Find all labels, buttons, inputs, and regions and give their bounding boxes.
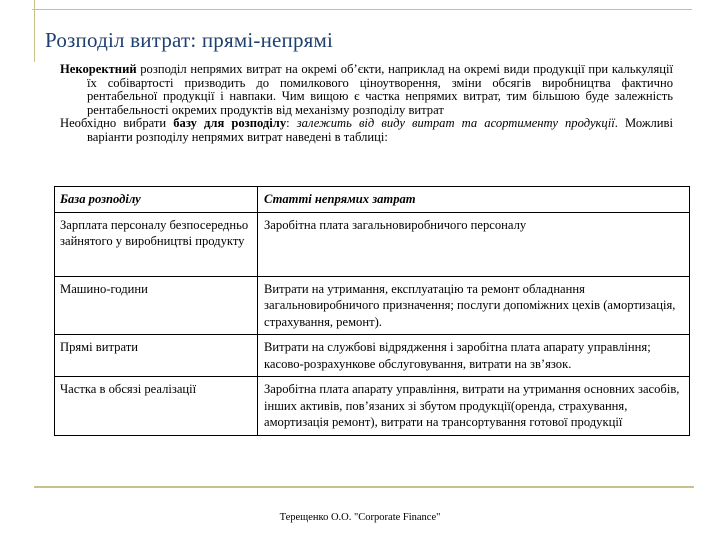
intro-paragraph-2-lead: Необхідно вибрати [60,116,174,131]
intro-colon: : [286,116,297,131]
intro-paragraph-1-text: розподіл непрямих витрат на окремі об’єкти, наприклад на окремі види продукції при калькуляції їх собівартості призводить до помилкового ціноутворення, зміни обсягів виробництва фактично рентабельної продукції і навпаки. Чим вищою є частка непрямих витрат, тим більшою буде залежність рентабельності окремих продуктів від механізму розподілу витрат [87,62,673,117]
table-cell-base: Машино-години [55,276,258,335]
table-row [55,276,690,335]
frame-left-line [34,0,35,62]
intro-paragraph-2-tail: . Можливі варіанти розподілу непрямих витрат наведені в таблиці: [87,116,673,144]
allocation-table [54,186,690,436]
header-base: База розподілу [55,187,258,213]
table-header-row [55,187,690,213]
intro-bold-term: Некоректний [60,62,137,76]
intro-paragraph-1 [60,63,673,117]
frame-top-line [32,9,692,10]
table-row [55,335,690,377]
frame-bottom-line [34,486,694,488]
table-cell-costs: Заробітна плата апарату управління, витрати на утримання основних засобів, інших активів, пов’язаних зі збутом продукції(оренда, страхування, амортизація ремонт), витрати на трансортування готової продукції [258,377,690,436]
footer-author: Терещенко О.О. "Corporate Finance" [279,512,441,523]
table-cell-base: Зарплата персоналу безпосередньо зайнятого у виробництві продукту [55,212,258,276]
table-row [55,212,690,276]
table-row [55,377,690,436]
intro-text [60,63,673,145]
table-cell-costs: Заробітна плата загальновиробничого персоналу [258,212,690,276]
slide-title: Розподіл витрат: прямі-непрямі [45,28,334,52]
table-cell-costs: Витрати на службові відрядження і заробітна плата апарату управління; касово-розрахункове обслуговування, витрати на зв’язок. [258,335,690,377]
table-cell-base: Прямі витрати [55,335,258,377]
intro-italic-note: залежить від виду витрат та асортименту продукції [296,116,615,131]
intro-paragraph-2 [60,117,673,144]
table-cell-costs: Витрати на утримання, експлуатацію та ремонт обладнання загальновиробничого призначення; послуги допоміжних цехів (амортизація, страхування, ремонт). [258,276,690,335]
intro-bold-base: базу для розподілу [173,116,287,131]
table-cell-base: Частка в обсязі реалізації [55,377,258,436]
header-costs: Статті непрямих затрат [258,187,690,213]
